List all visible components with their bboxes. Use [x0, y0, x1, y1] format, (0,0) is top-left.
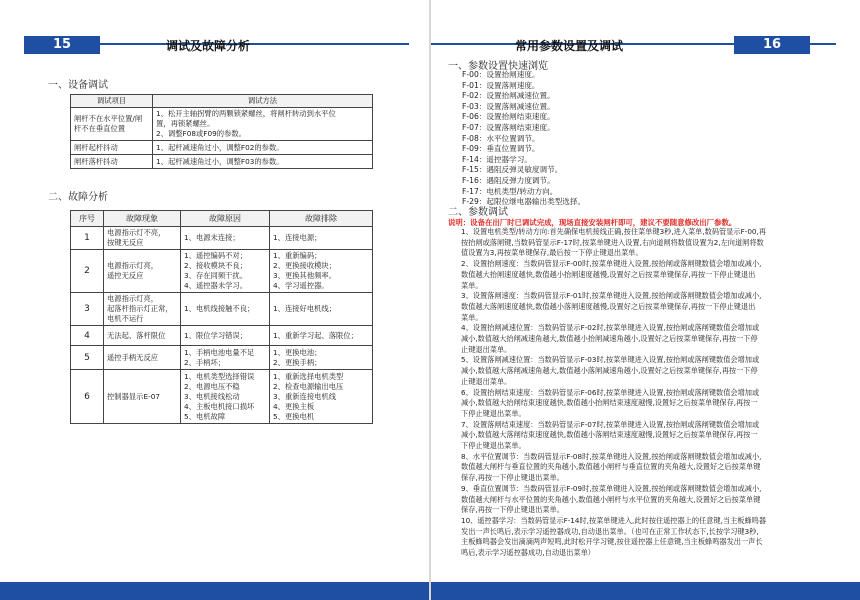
table-row: 1 电源指示灯不亮， 按键无反应 1、电源未连接； 1、连接电源； — [71, 227, 373, 250]
debug-item: 闸杆起杆抖动 — [71, 141, 153, 155]
table-header: 故障原因 — [181, 211, 270, 227]
list-item: 1、设置电机类型/转动方向:首先确保电机接线正确,按住菜单键3秒,进入菜单,数码管显示F-00,再 按抬闸或落闸键,当数码管显示F-17时,按菜单键进入设置,右向道闸将数值设置为2,左向道闸将数 值设置为3,再按菜单键保存,最后按一下停止键退出菜单。 — [461, 227, 766, 258]
list-item: 3、设置落闸速度：当数码管显示F-01时,按菜单键进入设置,按抬闸或落闸键数值会增加或减小, 数值越大落闸速度越快,数值越小落闸速度越慢,设置好之后按菜单键保存,再按一下停止键退出 菜单。 — [461, 291, 762, 322]
list-item: F-02：设置抬闸减速位置。 — [462, 91, 555, 101]
list-item: F-03：设置落闸减速位置。 — [462, 101, 555, 111]
list-item: F-08：水平位置调节。 — [462, 133, 540, 143]
table-header: 调试项目 — [71, 95, 153, 108]
page-number: 16 — [734, 36, 810, 54]
table-row: 4 无法起、落杆限位 1、限位学习错误； 1、重新学习起、落限位； — [71, 326, 373, 346]
warning-note: 说明：设备在出厂时已调试完成，现场直接安装闸杆即可，建议不要随意修改出厂参数。 — [448, 218, 737, 227]
table-row — [71, 108, 373, 141]
table-header: 故障现象 — [104, 211, 181, 227]
page-title: 调试及故障分析 — [166, 39, 251, 53]
list-item: 2、设置抬闸速度：当数码管显示F-00时,按菜单键进入设置,按抬闸或落闸键数值会增加或减小, 数值越大抬闸速度越快,数值越小抬闸速度越慢,设置好之后按菜单键保存,再按一下停止键退出 菜单。 — [461, 259, 762, 290]
footer-bar — [431, 582, 860, 600]
table-row — [71, 155, 373, 169]
page-number: 15 — [24, 36, 100, 54]
table-row: 2 电源指示灯亮， 遥控无反应 1、遥控编码不对； 2、接收模块不良； 3、存在同频干扰。 4、遥控器未学习。 1、重新编码； 2、更换接收模块； 3、更换其他频率。 4、学习遥控器。 — [71, 250, 373, 293]
table-header: 故障排除 — [270, 211, 373, 227]
section-heading: 一、设备调试 — [48, 80, 108, 91]
list-item: F-01：设置落闸速度。 — [462, 80, 540, 90]
table-header: 调试方法 — [153, 95, 373, 108]
list-item: F-07：设置落闸结束速度。 — [462, 122, 555, 132]
debug-method: 1、松开主轴拐臂的两颗锁紧螺丝，将闸杆转动到水平位 置，再锁紧螺丝。 2、调整F08或F09的参数。 — [153, 108, 373, 141]
list-item: 6、设置抬闸结束速度：当数码管显示F-06时,按菜单键进入设置,按抬闸或落闸键数值会增加或 减小,数值越大抬闸结束速度越快,数值越小抬闸结束速度越慢,设置好之后按菜单键保存,再按一 下停止键退出菜单。 — [461, 387, 760, 418]
table-row: 5 遥控手柄无反应 1、手柄电池电量不足 2、手柄坏； 1、更换电池； 2、更换手柄； — [71, 346, 373, 370]
section-heading: 一、参数设置快速浏览 — [448, 61, 548, 72]
debug-table — [70, 94, 373, 169]
list-item: 8、水平位置调节：当数码管显示F-08时,按菜单键进入设置,按抬闸或落闸键数值会增加或减小, 数值越大闸杆与垂直位置的夹角越小,数值越小闸杆与垂直位置的夹角越大,设置好之后按菜单键 保存,再按一下停止键退出菜单。 — [461, 451, 762, 483]
table-header: 序号 — [71, 211, 104, 227]
page-title: 常用参数设置及调试 — [515, 39, 624, 53]
param-list — [462, 70, 585, 208]
table-row: 6 控制器显示E-07 1、电机类型选择错误 2、电源电压不稳 3、电机接线松动 4、主板电机接口损坏 5、电机故障 1、重新选择电机类型 2、检查电源输出电压 3、重新连接电机线 4、更换主板 5、更换电机 — [71, 370, 373, 424]
debug-method: 1、起杆减速角过小，调整F03的参数。 — [153, 155, 373, 169]
debug-method: 1、起杆减速角过小，调整F02的参数。 — [153, 141, 373, 155]
debug-steps — [461, 227, 825, 559]
section-heading: 二、故障分析 — [48, 192, 108, 203]
list-item: F-06：设置抬闸结束速度。 — [462, 112, 555, 122]
list-item: F-09：垂直位置调节。 — [462, 144, 540, 154]
left-page — [0, 0, 429, 600]
list-item: 7、设置落闸结束速度：当数码管显示F-07时,按菜单键进入设置,按抬闸或落闸键数值会增加或 减小,数值越大落闸结束速度越快,数值越小落闸结束速度越慢,设置好之后按菜单键保存,再按一 下停止键退出菜单。 — [461, 419, 760, 451]
list-item: F-29：起限位继电器输出类型选择。 — [462, 197, 586, 207]
list-item: 4、设置抬闸减速位置：当数码管显示F-02时,按菜单键进入设置,按抬闸或落闸键数值会增加或 减小,数值越大抬闸减速角越大,数值越小抬闸减速角越小,设置好之后按菜单键保存,再按一下停 止键退出菜单。 — [461, 323, 760, 354]
list-item: F-14：遥控器学习。 — [462, 154, 532, 164]
list-item: F-17：电机类型/转动方向。 — [462, 186, 558, 196]
list-item: 5、设置落闸减速位置：当数码管显示F-03时,按菜单键进入设置,按抬闸或落闸键数值会增加或 减小,数值越大落闸减速角越大,数值越小落闸减速角越小,设置好之后按菜单键保存,再按一下停 止键退出菜单。 — [461, 355, 760, 386]
list-item: F-16：遇阻反弹力度调节。 — [462, 175, 555, 185]
fault-table — [70, 210, 373, 424]
debug-item: 闸杆不在水平位置/闸杆不在垂直位置 — [71, 108, 153, 141]
table-row: 3 电源指示灯亮， 起落杆指示灯正常， 电机不运行 1、电机线接触不良； 1、连接好电机线； — [71, 293, 373, 326]
debug-item: 闸杆落杆抖动 — [71, 155, 153, 169]
section-heading: 二、参数调试 — [448, 207, 508, 218]
list-item: F-15：遇阻反弹灵敏度调节。 — [462, 165, 563, 175]
list-item: 9、垂直位置调节：当数码管显示F-09时,按菜单键进入设置,按抬闸或落闸键数值会增加或减小, 数值越大闸杆与水平位置的夹角越小,数值越小闸杆与水平位置的夹角越大,设置好之后按菜单键 保存,再按一下停止键退出菜单。 — [461, 483, 762, 515]
list-item: F-00：设置抬闸速度。 — [462, 70, 540, 79]
footer-bar — [0, 582, 429, 600]
list-item: 10、遥控器学习：当数码管显示F-14时,按菜单键进入,此时按住遥控器上的任意键,当主板蜂鸣器 发出一声长鸣后,表示学习遥控器成功,自动退出菜单。（也可在正常工作状态下,长按学习键3秒, 主板蜂鸣器会发出滴滴两声短鸣,此时松开学习键,按住遥控器上任意键,当主板蜂鸣器发出一声长 鸣后,表示学习遥控器成功,自动退出菜单） — [461, 515, 767, 558]
table-row — [71, 141, 373, 155]
